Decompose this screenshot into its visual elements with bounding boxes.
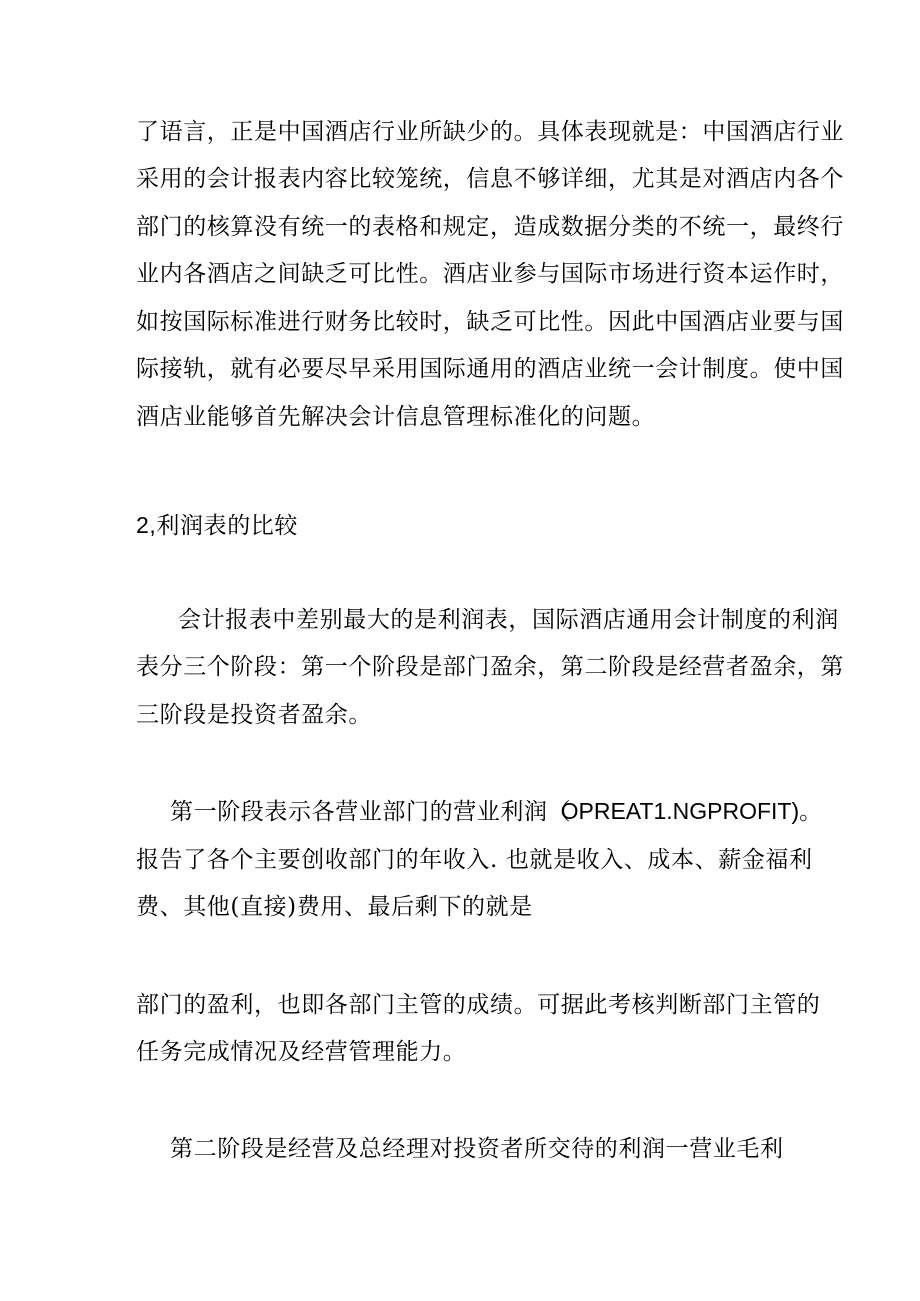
- paragraph-3-paren-close: )。: [791, 798, 823, 824]
- paragraph-3-line-3: 费、其他(直接)费用、最后剩下的就是: [136, 894, 533, 920]
- paragraph-3-line-1: [170, 796, 822, 827]
- paragraph-1-line-7: 酒店业能够首先解决会计信息管理标准化的问题。: [136, 404, 656, 430]
- paragraph-1-line-4: 业内各酒店之间缺乏可比性。酒店业参与国际市场进行资本运作时，: [136, 261, 844, 287]
- paragraph-1-line-1: 了语言，正是中国酒店行业所缺少的。具体表现就是：中国酒店行业: [136, 119, 844, 145]
- paragraph-2-line-1: 会计报表中差别最大的是利润表，国际酒店通用会计制度的利润: [178, 607, 839, 633]
- paragraph-3-line-1-text: 第一阶段表示各营业部门的营业利润: [170, 799, 548, 825]
- paragraph-3-line-2: 报告了各个主要创收部门的年收入. 也就是收入、成本、薪金福利: [136, 847, 813, 873]
- paragraph-3-paren-open: （: [547, 799, 561, 825]
- section-heading: [136, 510, 298, 541]
- paragraph-1-line-3: 部门的核算没有统一的表格和规定，造成数据分类的不统一，最终行: [136, 214, 844, 240]
- paragraph-4-line-1: 部门的盈利，也即各部门主管的成绩。可据此考核判断部门主管的: [136, 992, 821, 1018]
- section-heading-title: 利润表的比较: [156, 513, 298, 539]
- paragraph-2-line-2: 表分三个阶段：第一个阶段是部门盈余，第二阶段是经营者盈余，第: [136, 654, 844, 680]
- paragraph-4-line-2: 任务完成情况及经营管理能力。: [136, 1039, 467, 1065]
- paragraph-2-line-3: 三阶段是投资者盈余。: [136, 702, 372, 728]
- section-heading-number: 2,: [136, 512, 157, 538]
- paragraph-1-line-2: 采用的会计报表内容比较笼统，信息不够详细，尤其是对酒店内各个: [136, 166, 844, 192]
- paragraph-1-line-6: 际接轨，就有必要尽早采用国际通用的酒店业统一会计制度。使中国: [136, 356, 844, 382]
- paragraph-5-line-1: 第二阶段是经营及总经理对投资者所交待的利润一营业毛利: [170, 1136, 784, 1162]
- paragraph-1-line-5: 如按国际标准进行财务比较时，缺乏可比性。因此中国酒店业要与国: [136, 309, 844, 335]
- paragraph-3-term: OPREAT1.NGPROFIT: [560, 798, 792, 824]
